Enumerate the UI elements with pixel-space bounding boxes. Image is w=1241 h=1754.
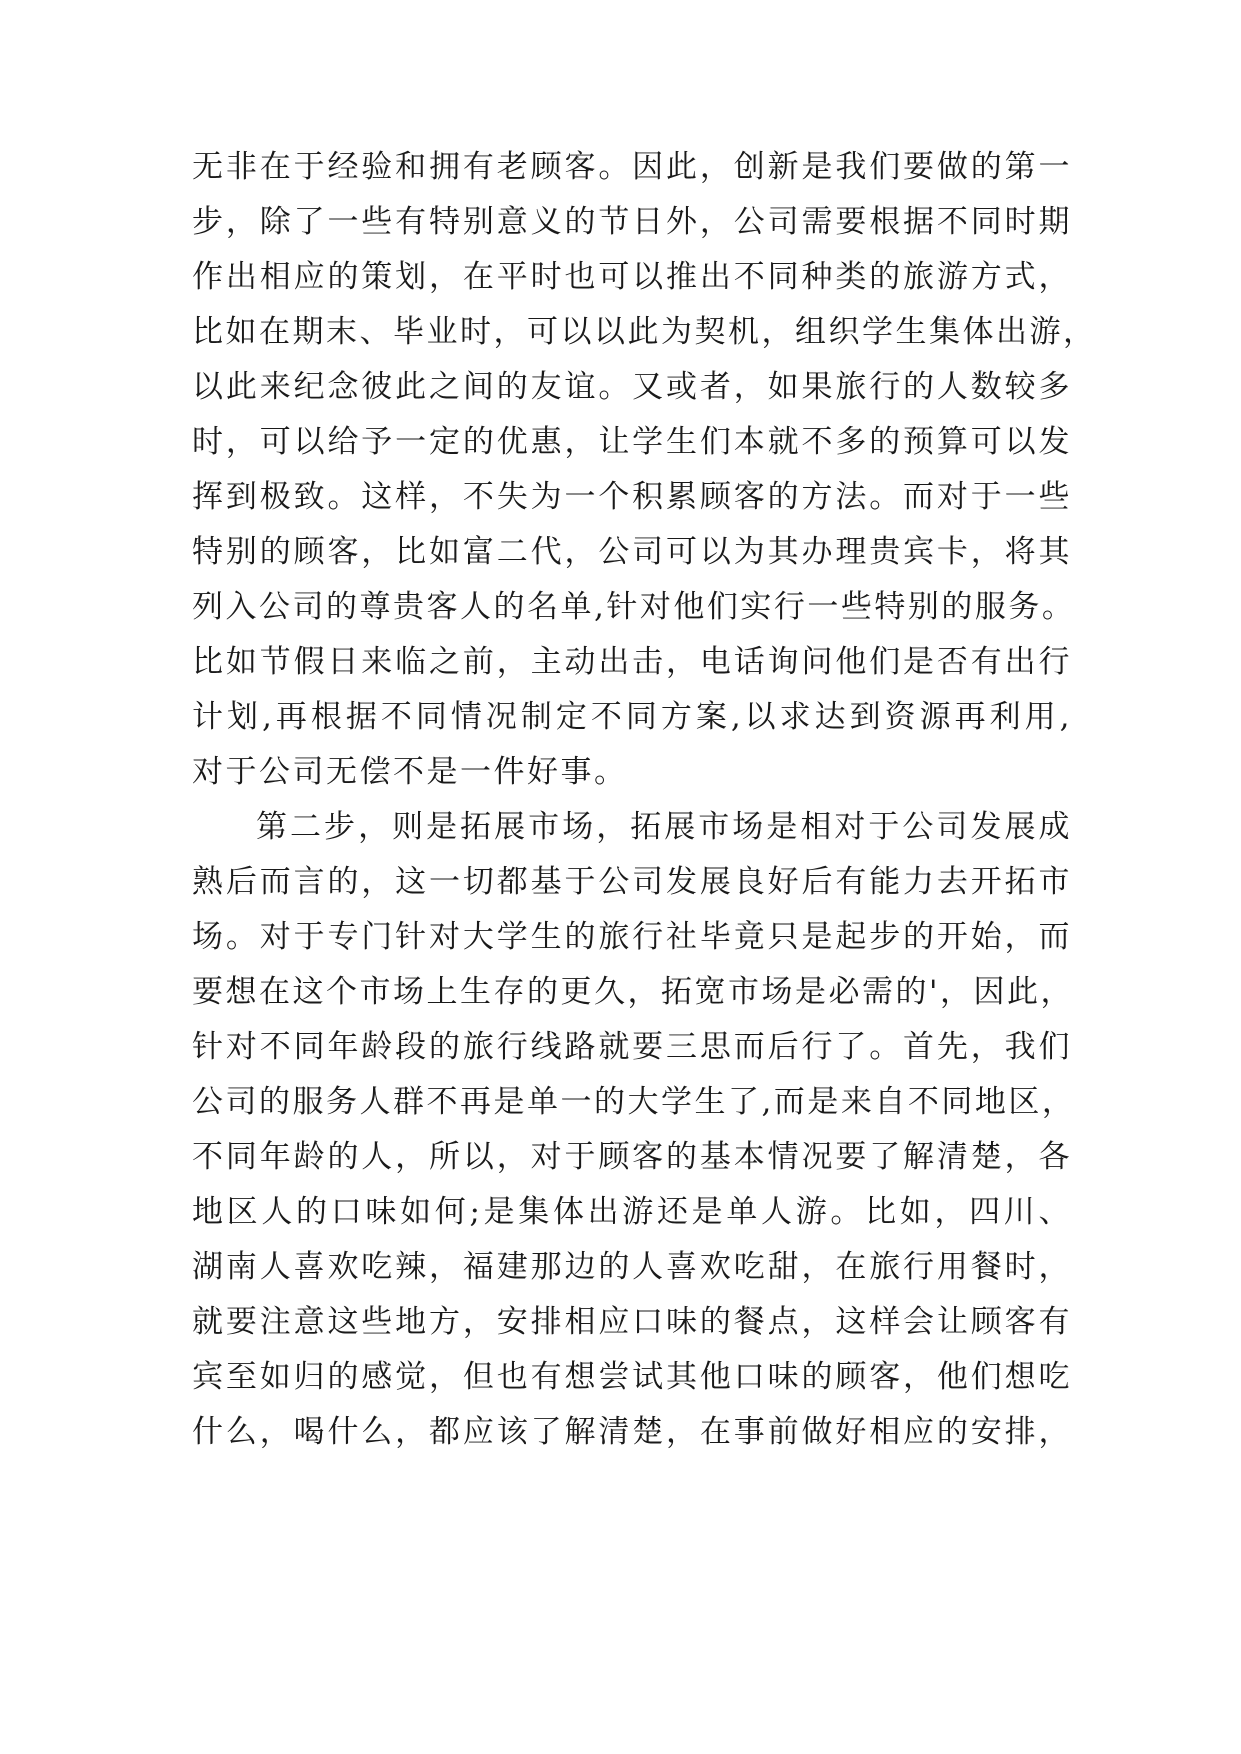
text-line: 宾至如归的感觉，但也有想尝试其他口味的顾客，他们想吃 xyxy=(192,1359,1072,1395)
text-line: 什么，喝什么，都应该了解清楚，在事前做好相应的安排， xyxy=(192,1414,1072,1450)
text-line: 作出相应的策划，在平时也可以推出不同种类的旅游方式， xyxy=(192,259,1072,295)
text-line: 计划,再根据不同情况制定不同方案,以求达到资源再利用, xyxy=(192,699,1072,735)
text-line: 比如节假日来临之前，主动出击，电话询问他们是否有出行 xyxy=(192,644,1072,680)
text-line: 列入公司的尊贵客人的名单,针对他们实行一些特别的服务。 xyxy=(192,589,1076,625)
text-line: 就要注意这些地方，安排相应口味的餐点，这样会让顾客有 xyxy=(192,1304,1072,1340)
paragraph-1 xyxy=(192,140,1097,800)
text-line: 时，可以给予一定的优惠，让学生们本就不多的预算可以发 xyxy=(192,424,1072,460)
text-line: 场。对于专门针对大学生的旅行社毕竟只是起步的开始，而 xyxy=(192,919,1072,955)
text-line: 不同年龄的人，所以，对于顾客的基本情况要了解清楚，各 xyxy=(192,1139,1072,1175)
text-line: 无非在于经验和拥有老顾客。因此，创新是我们要做的第一 xyxy=(192,149,1072,185)
text-line: 对于公司无偿不是一件好事。 xyxy=(192,754,628,790)
text-line: 以此来纪念彼此之间的友谊。又或者，如果旅行的人数较多 xyxy=(192,369,1072,405)
text-line: 熟后而言的，这一切都基于公司发展良好后有能力去开拓市 xyxy=(192,864,1072,900)
body-text xyxy=(192,140,1097,1460)
text-line: 要想在这个市场上生存的更久，拓宽市场是必需的'，因此， xyxy=(192,974,1075,1010)
text-line: 地区人的口味如何;是集体出游还是单人游。比如，四川、 xyxy=(192,1194,1072,1230)
text-line: 特别的顾客，比如富二代，公司可以为其办理贵宾卡，将其 xyxy=(192,534,1072,570)
text-line: 第二步，则是拓展市场，拓展市场是相对于公司发展成 xyxy=(256,809,1072,845)
text-line: 针对不同年龄段的旅行线路就要三思而后行了。首先，我们 xyxy=(192,1029,1072,1065)
text-line: 挥到极致。这样，不失为一个积累顾客的方法。而对于一些 xyxy=(192,479,1072,515)
paragraph-2 xyxy=(192,800,1076,1460)
text-line: 比如在期末、毕业时，可以以此为契机，组织学生集体出游， xyxy=(192,314,1097,350)
text-line: 湖南人喜欢吃辣，福建那边的人喜欢吃甜，在旅行用餐时， xyxy=(192,1249,1072,1285)
text-line: 步，除了一些有特别意义的节日外，公司需要根据不同时期 xyxy=(192,204,1072,240)
text-line: 公司的服务人群不再是单一的大学生了,而是来自不同地区， xyxy=(192,1084,1076,1120)
